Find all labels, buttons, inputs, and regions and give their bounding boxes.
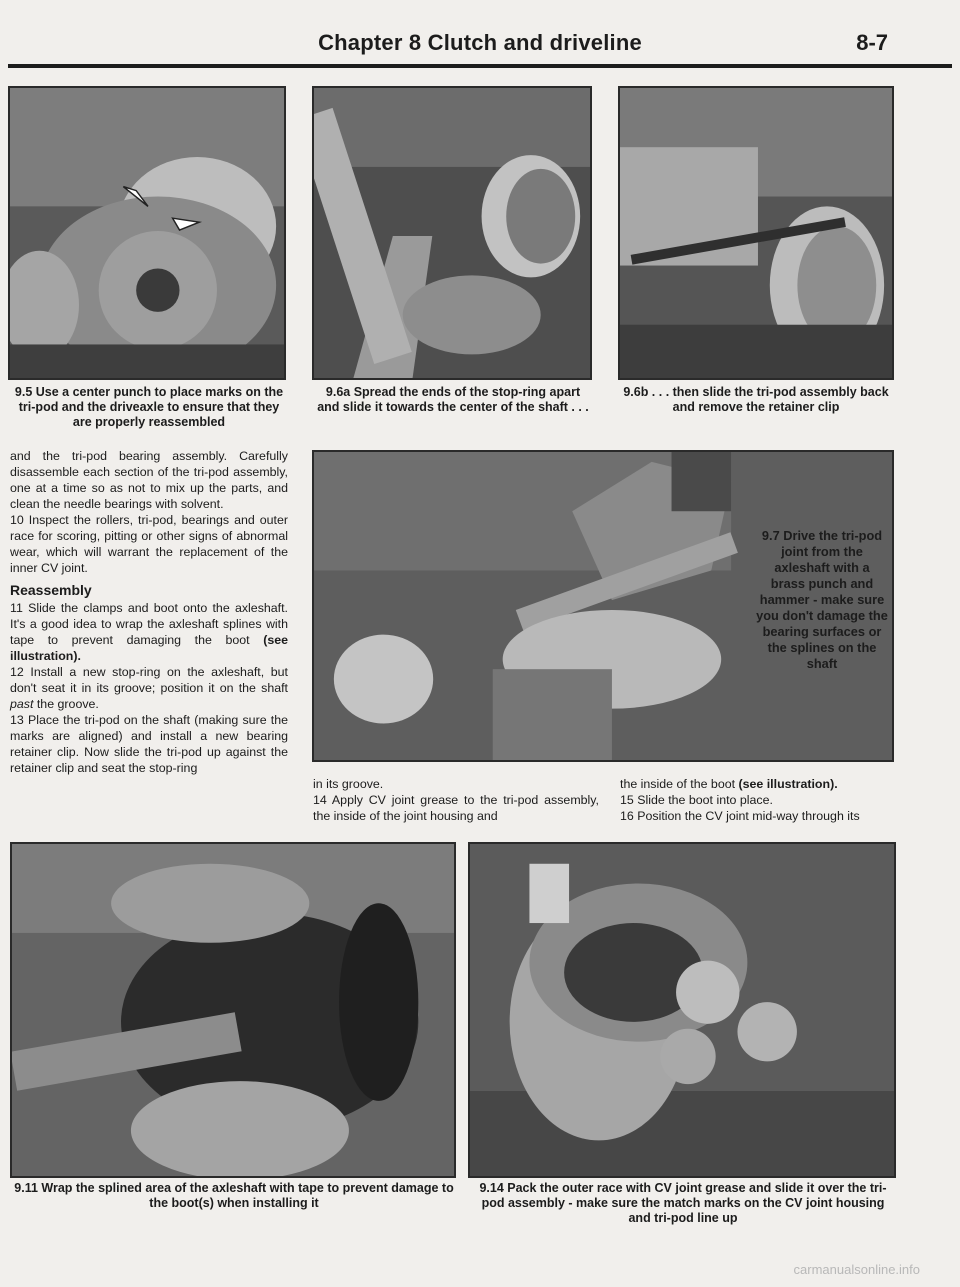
paragraph-10: 10 Inspect the rollers, tri-pod, bearings and outer race for scoring, pitting or other signs of abnormal wear, which will warrant the replacement of the inner CV joint. — [10, 513, 288, 575]
paragraph-11: 11 Slide the clamps and boot onto the axleshaft. It's a good idea to wrap the axleshaft splines with tape to prevent damaging the boot (see illustration). — [10, 601, 288, 663]
paragraph-16: 16 Position the CV joint mid-way through its — [620, 809, 860, 823]
photo-9-11 — [10, 842, 456, 1178]
photo-9-6b — [618, 86, 894, 380]
paragraph-12: 12 Install a new stop-ring on the axleshaft, but don't seat it in its groove; position it on the shaft past the groove. — [10, 665, 288, 711]
paragraph-continued: and the tri-pod bearing assembly. Carefully disassemble each section of the tri-pod assembly, one at a time so as not to mix up the parts, and clean the needle bearings with solvent. — [10, 449, 288, 511]
caption-9-14: 9.14 Pack the outer race with CV joint grease and slide it over the tri-pod assembly - make sure the match marks on the CV joint housing and tri-pod line up — [479, 1181, 887, 1225]
caption-9-11: 9.11 Wrap the splined area of the axleshaft with tape to prevent damage to the boot(s) when installing it — [14, 1181, 454, 1210]
photo-9-6a — [312, 86, 592, 380]
paragraph-14: 14 Apply CV joint grease to the tri-pod assembly, the inside of the joint housing and — [313, 793, 599, 823]
footer-watermark: carmanualsonline.info — [793, 1262, 920, 1277]
chapter-title: Chapter 8 Clutch and driveline — [318, 30, 642, 55]
paragraph-15: 15 Slide the boot into place. — [620, 793, 773, 807]
section-heading-reassembly: Reassembly — [10, 582, 92, 598]
caption-9-7: 9.7 Drive the tri-pod joint from the axleshaft with a brass punch and hammer - make sure you don't damage the bearing surfaces or the splines on the shaft — [756, 528, 888, 671]
text-column-right — [620, 776, 896, 824]
caption-9-5: 9.5 Use a center punch to place marks on the tri-pod and the driveaxle to ensure that they are properly reassembled — [14, 385, 284, 429]
text-column-left — [10, 448, 288, 776]
photo-9-14 — [468, 842, 896, 1178]
paragraph-continued-right: the inside of the boot (see illustration). — [620, 777, 838, 791]
page-number: 8-7 — [856, 30, 888, 55]
paragraph-13: 13 Place the tri-pod on the shaft (making sure the marks are aligned) and install a new bearing retainer clip. Now slide the tri-pod up against the retainer clip and seat the stop-ring — [10, 713, 288, 775]
caption-9-6a: 9.6a Spread the ends of the stop-ring apart and slide it towards the center of the shaft . . . — [317, 385, 589, 414]
caption-9-6b: 9.6b . . . then slide the tri-pod assembly back and remove the retainer clip — [623, 385, 889, 414]
header-rule — [8, 64, 952, 68]
paragraph-continued-middle: in its groove. — [313, 777, 384, 791]
text-column-middle — [313, 776, 599, 824]
photo-9-5 — [8, 86, 286, 380]
